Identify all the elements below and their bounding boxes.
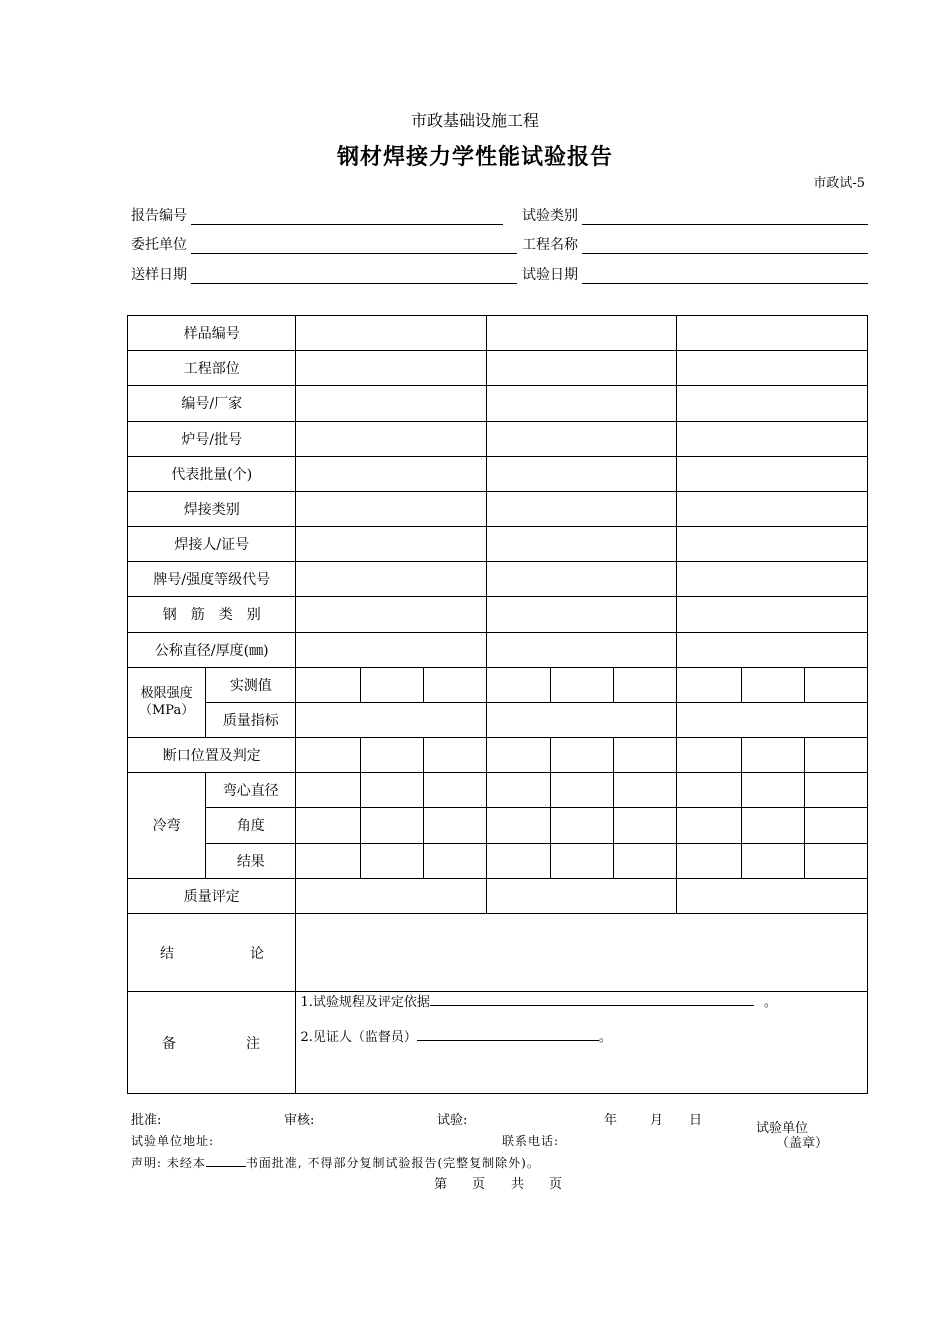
quality-eval-label: 质量评定 — [128, 878, 296, 913]
table-cell[interactable] — [486, 527, 676, 562]
test-type-field[interactable] — [522, 206, 868, 226]
measured-label: 实测值 — [206, 667, 296, 702]
page-char-4: 页 — [549, 1177, 563, 1192]
table-cell[interactable] — [486, 738, 550, 773]
table-cell[interactable] — [360, 843, 423, 878]
table-row — [128, 878, 868, 913]
project-part-label: 工程部位 — [128, 351, 296, 386]
page-char-2: 页 — [472, 1177, 486, 1192]
conclusion-char-2: 论 — [250, 945, 264, 962]
table-row — [128, 632, 868, 667]
report-no-field[interactable] — [131, 206, 503, 226]
table-cell[interactable] — [677, 808, 741, 843]
table-cell[interactable] — [677, 843, 741, 878]
statement-blank[interactable] — [206, 1154, 246, 1167]
table-cell[interactable] — [360, 667, 423, 702]
month-label: 月 — [650, 1113, 664, 1128]
table-row — [128, 738, 868, 773]
sample-no-label: 样品编号 — [128, 316, 296, 351]
table-row — [128, 421, 868, 456]
nominal-dia-label: 公称直径/厚度(㎜) — [128, 632, 296, 667]
table-cell[interactable] — [677, 316, 868, 351]
rep-batch-label: 代表批量(个) — [128, 456, 296, 491]
table-cell[interactable] — [741, 808, 804, 843]
table-cell[interactable] — [677, 562, 868, 597]
table-row — [128, 562, 868, 597]
welder-cert-label: 焊接人/证号 — [128, 527, 296, 562]
statement — [131, 1154, 540, 1171]
test-type-label: 试验类别 — [522, 208, 578, 224]
table-cell[interactable] — [677, 456, 868, 491]
table-cell[interactable] — [741, 773, 804, 808]
table-cell[interactable] — [614, 843, 677, 878]
table-cell[interactable] — [677, 491, 868, 526]
table-cell[interactable] — [296, 597, 486, 632]
remarks-char-2: 注 — [246, 1035, 260, 1052]
table-cell[interactable] — [296, 562, 486, 597]
table-row — [128, 316, 868, 351]
table-cell[interactable] — [360, 738, 423, 773]
table-cell[interactable] — [677, 421, 868, 456]
test-type-line — [582, 224, 868, 225]
table-row — [128, 808, 868, 843]
table-cell[interactable] — [614, 808, 677, 843]
grade-code-label: 牌号/强度等级代号 — [128, 562, 296, 597]
table-cell[interactable] — [486, 316, 676, 351]
table-cell[interactable] — [360, 773, 423, 808]
report-no-line — [191, 224, 503, 225]
table-cell[interactable] — [677, 702, 868, 737]
table-cell[interactable] — [804, 667, 867, 702]
statement-part-2: 书面批准, 不得部分复制试验报告(完整复制除外)。 — [245, 1156, 540, 1170]
table-cell[interactable] — [677, 527, 868, 562]
table-cell[interactable] — [804, 738, 867, 773]
table-cell[interactable] — [551, 808, 614, 843]
test-date-field[interactable] — [522, 265, 868, 285]
test-report-table — [127, 315, 868, 1094]
remarks-label — [128, 992, 296, 1094]
ult-strength-label: 极限强度（MPa） — [128, 667, 206, 737]
sample-date-field[interactable] — [131, 265, 517, 285]
seal-label: （盖章） — [776, 1136, 829, 1151]
day-label: 日 — [689, 1113, 703, 1128]
sample-date-label: 送样日期 — [131, 267, 187, 283]
remarks-line-2-blank[interactable] — [417, 1028, 599, 1041]
conclusion-label — [128, 913, 296, 991]
table-cell[interactable] — [677, 773, 741, 808]
table-cell[interactable] — [423, 738, 486, 773]
table-cell[interactable] — [296, 351, 486, 386]
table-cell[interactable] — [486, 667, 550, 702]
table-cell[interactable] — [614, 773, 677, 808]
table-cell[interactable] — [486, 808, 550, 843]
table-cell[interactable] — [296, 738, 360, 773]
table-cell[interactable] — [296, 667, 360, 702]
project-name-label: 工程名称 — [522, 237, 578, 253]
table-cell[interactable] — [296, 456, 486, 491]
table-cell[interactable] — [677, 632, 868, 667]
table-cell[interactable] — [486, 421, 676, 456]
form-code: 市政试-5 — [813, 176, 865, 191]
review-label: 审核: — [284, 1113, 315, 1128]
bend-dia-label: 弯心直径 — [206, 773, 296, 808]
table-row — [128, 702, 868, 737]
table-cell[interactable] — [486, 386, 676, 421]
table-row — [128, 773, 868, 808]
remarks-line-1-end: 。 — [763, 995, 777, 1011]
table-row — [128, 597, 868, 632]
table-cell[interactable] — [486, 351, 676, 386]
table-cell[interactable] — [551, 773, 614, 808]
address-label: 试验单位地址: — [131, 1134, 215, 1148]
table-cell[interactable] — [741, 738, 804, 773]
table-cell[interactable] — [486, 632, 676, 667]
table-cell[interactable] — [486, 491, 676, 526]
remarks-char-1: 备 — [162, 1035, 176, 1052]
table-row — [128, 386, 868, 421]
table-row — [128, 527, 868, 562]
table-cell[interactable] — [296, 702, 486, 737]
test-date-label: 试验日期 — [522, 267, 578, 283]
table-cell[interactable] — [486, 456, 676, 491]
table-cell[interactable] — [486, 702, 676, 737]
table-cell[interactable] — [677, 667, 741, 702]
rebar-type-label: 钢 筋 类 别 — [128, 597, 296, 632]
remarks-line-1 — [300, 991, 776, 1010]
project-name-field[interactable] — [522, 235, 868, 255]
table-row — [128, 351, 868, 386]
table-row — [128, 456, 868, 491]
client-label: 委托单位 — [131, 237, 187, 253]
number-maker-label: 编号/厂家 — [128, 386, 296, 421]
table-cell[interactable] — [296, 527, 486, 562]
test-unit-label: 试验单位 — [756, 1121, 809, 1136]
quality-index-label: 质量指标 — [206, 702, 296, 737]
table-cell[interactable] — [614, 738, 677, 773]
page-char-1: 第 — [434, 1177, 448, 1192]
table-cell[interactable] — [741, 667, 804, 702]
table-cell[interactable] — [296, 878, 486, 913]
table-cell[interactable] — [614, 667, 677, 702]
table-cell[interactable] — [804, 808, 867, 843]
table-row — [128, 992, 868, 1094]
table-cell[interactable] — [677, 351, 868, 386]
weld-type-label: 焊接类别 — [128, 491, 296, 526]
table-cell[interactable] — [296, 491, 486, 526]
table-cell[interactable] — [677, 738, 741, 773]
table-cell[interactable] — [360, 808, 423, 843]
remarks-line-1-label: 1.试验规程及评定依据 — [300, 995, 430, 1011]
table-row — [128, 913, 868, 991]
angle-label: 角度 — [206, 808, 296, 843]
table-cell[interactable] — [551, 738, 614, 773]
table-cell[interactable] — [296, 808, 360, 843]
conclusion-char-1: 结 — [160, 945, 174, 962]
table-row — [128, 491, 868, 526]
fracture-label: 断口位置及判定 — [128, 738, 296, 773]
document-title: 钢材焊接力学性能试验报告 — [336, 145, 613, 170]
table-cell[interactable] — [296, 632, 486, 667]
table-cell[interactable] — [296, 316, 486, 351]
table-cell[interactable] — [423, 773, 486, 808]
table-cell[interactable] — [423, 667, 486, 702]
table-cell[interactable] — [423, 808, 486, 843]
cold-bend-label: 冷弯 — [128, 773, 206, 879]
report-no-label: 报告编号 — [131, 208, 187, 224]
table-cell[interactable] — [296, 773, 360, 808]
phone-label: 联系电话: — [502, 1134, 560, 1148]
document-subtitle: 市政基础设施工程 — [410, 111, 539, 130]
table-cell[interactable] — [486, 597, 676, 632]
heat-batch-label: 炉号/批号 — [128, 421, 296, 456]
test-date-line — [582, 283, 868, 284]
table-cell[interactable] — [551, 667, 614, 702]
table-cell[interactable] — [423, 843, 486, 878]
table-cell[interactable] — [296, 421, 486, 456]
remarks-line-2-label: 2.见证人（监督员） — [300, 1030, 417, 1046]
year-label: 年 — [604, 1113, 618, 1128]
statement-part-1: 声明: 未经本 — [131, 1156, 206, 1170]
table-cell[interactable] — [551, 843, 614, 878]
table-cell[interactable] — [486, 773, 550, 808]
remarks-line-2-end: 。 — [598, 1030, 612, 1046]
table-cell[interactable] — [804, 843, 867, 878]
table-cell[interactable] — [486, 878, 676, 913]
conclusion-value[interactable] — [296, 913, 868, 991]
result-label: 结果 — [206, 843, 296, 878]
client-line — [191, 253, 517, 254]
table-row — [128, 667, 868, 702]
client-field[interactable] — [131, 235, 517, 255]
test-label: 试验: — [437, 1113, 468, 1128]
table-row — [128, 843, 868, 878]
table-cell[interactable] — [677, 386, 868, 421]
project-name-line — [582, 253, 868, 254]
remarks-line-2 — [300, 1026, 611, 1045]
table-cell[interactable] — [741, 843, 804, 878]
table-cell[interactable] — [677, 878, 868, 913]
approve-label: 批准: — [131, 1113, 162, 1128]
sample-date-line — [191, 283, 517, 284]
remarks-line-1-blank[interactable] — [430, 993, 754, 1006]
table-cell[interactable] — [296, 386, 486, 421]
table-cell[interactable] — [296, 843, 360, 878]
table-cell[interactable] — [677, 597, 868, 632]
table-cell[interactable] — [804, 773, 867, 808]
table-cell[interactable] — [486, 843, 550, 878]
remarks-value[interactable] — [296, 992, 868, 1094]
table-cell[interactable] — [486, 562, 676, 597]
page-char-3: 共 — [511, 1177, 525, 1192]
